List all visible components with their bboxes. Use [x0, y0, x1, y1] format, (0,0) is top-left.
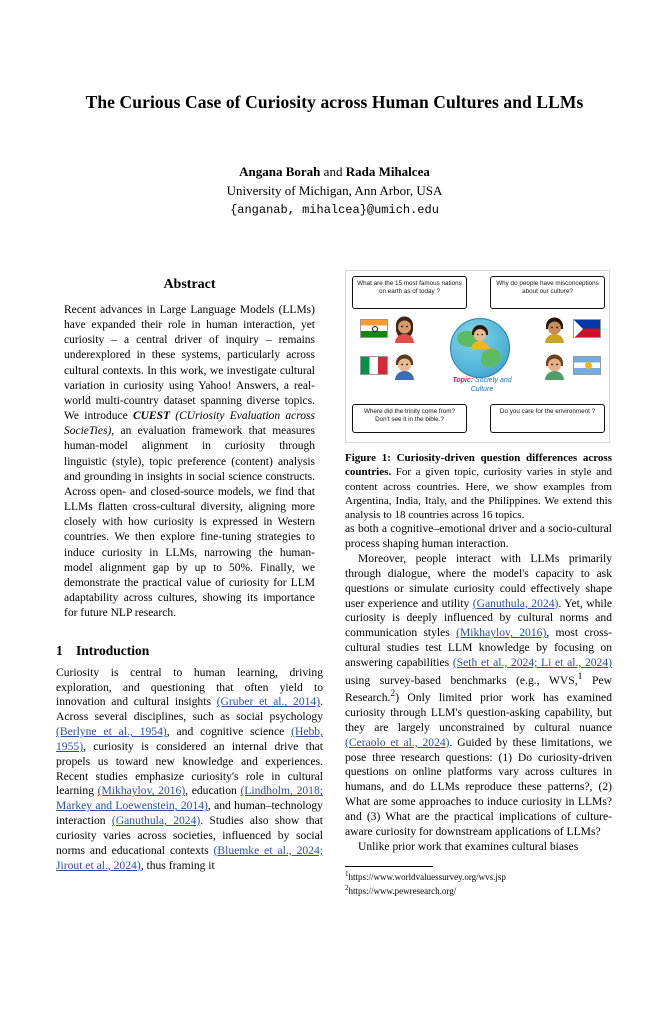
figure-caption-text: For a given topic, curiosity varies in style and content across countries. Here, we show examples from Argentina, India, Italy, and the Philippines. We extend this analysis to 18 countries across 16 topics.: [345, 466, 612, 522]
topic-label-key: Topic:: [452, 377, 474, 384]
rc-s3: , most cross-cultural studies test LLM knowledge by focusing on answering capabilities: [345, 626, 612, 669]
right-paragraph-1: [345, 552, 612, 839]
author-conjunction: and: [320, 164, 346, 179]
abstract-cuest-expansion: CUriosity Evaluation across SocieTies: [64, 410, 315, 438]
author-email: {anganab, mihalcea}@umich.edu: [230, 202, 439, 217]
flag-italy-icon: [360, 356, 388, 375]
right-column: [345, 266, 612, 897]
citation-mikhaylov[interactable]: (Mikhaylov, 2016): [97, 784, 186, 798]
abstract-text: [56, 303, 323, 622]
person-avatar-italy-icon: [392, 353, 417, 380]
footnote-marker-2[interactable]: 2: [390, 688, 396, 700]
flag-india-icon: [360, 319, 388, 338]
rc-s7: . Guided by these limitations, we pose three research questions: (1) Do curiosity-driven questions on online platforms vary across cultures in humans, and do LLMs reproduce these patterns?, (2) What are some approaches to induce curiosity in LLMs? and (3) What are the practical implications of culture-aware curiosity for downstream applications of LLMs?: [345, 735, 612, 838]
abstract-cuest-acronym: CUEST: [132, 410, 171, 423]
abstract-heading: Abstract: [163, 277, 216, 292]
intro-s1: Curiosity is central to human learning, driving exploration, and questioning that often yield to innovation and cultural insights: [56, 665, 323, 709]
footnote-2-sup: 2: [345, 883, 349, 892]
abstract-part-1: Recent advances in Large Language Models (LLMs) have expanded their role in human interaction, yet curiosity – a central driver of inquiry – remains underexplored in these systems, particularly across cultural contexts. In this work, we investigate cultural variation in curiosity using Yahoo! Answers, a real-world multi-country dataset spanning diverse topics. We introduce: [64, 303, 315, 423]
paper-content: [56, 0, 613, 1024]
figure-1: [345, 270, 610, 443]
person-avatar-india-icon: [392, 316, 417, 343]
question-bubble-bottom-left: Where did the trinity come from? Don't see it in the bible.?: [352, 404, 467, 433]
citation-ganuthula[interactable]: (Ganuthula, 2024): [111, 814, 201, 828]
rc-s5: Pew Research.: [345, 673, 612, 705]
citation-gruber[interactable]: (Gruber et al., 2014): [216, 695, 321, 709]
footnote-1-sup: 1: [345, 870, 349, 879]
rc-s1: Moreover, people interact with LLMs primarily through dialogue, where the model's capacity to ask questions or simulate curiosity could effectively shape user experience and utility: [345, 552, 612, 610]
child-avatar-icon: [469, 325, 491, 349]
author-1: Angana Borah: [239, 164, 321, 179]
footnote-2-text[interactable]: https://www.pewresearch.org/: [348, 885, 457, 896]
author-block: [56, 163, 613, 219]
citation-ceraolo[interactable]: (Ceraolo et al., 2024): [345, 735, 450, 749]
flag-argentina-icon: [573, 356, 601, 375]
rc-s4: using survey-based benchmarks (e.g., WVS,: [345, 673, 578, 687]
footnote-marker-1[interactable]: 1: [577, 670, 583, 682]
intro-s5: , education: [185, 784, 241, 798]
figure-caption-title: Curiosity-driven question differences across countries.: [345, 452, 612, 479]
citation-berlyne[interactable]: (Berlyne et al., 1954): [56, 725, 167, 739]
intro-s7: . Studies also show that curiosity varies across societies, influenced by social norms and educational contexts: [56, 814, 323, 857]
figure-caption-label: Figure 1:: [345, 452, 391, 464]
right-paragraph-2: Unlike prior work that examines cultural biases: [358, 839, 579, 853]
intro-paragraph-1: [56, 666, 323, 874]
flag-philippines-icon: [573, 319, 601, 338]
abstract-paren-close: ): [107, 425, 112, 438]
footnote-1-text[interactable]: https://www.worldvaluessurvey.org/wvs.jsp: [348, 872, 506, 883]
question-bubble-top-left: What are the 15 most famous nations on earth as of today ?: [352, 276, 467, 309]
page-title: The Curious Case of Curiosity across Human Cultures and LLMs: [85, 92, 584, 112]
citation-hebb[interactable]: (Hebb, 1955): [56, 725, 323, 753]
rc-s2: . Yet, while curiosity is deeply influenced by cultural norms and communication styles: [345, 596, 612, 640]
question-bubble-bottom-right: Do you care for the environment ?: [490, 404, 605, 433]
intro-s3: , and cognitive science: [166, 725, 292, 739]
rc-s6: ) Only limited prior work has examined curiosity through LLM's question-asking capability, but they are largely unconstrained by cultural nuance: [345, 691, 612, 734]
footnote-divider: [345, 866, 433, 867]
topic-label-value-1: Society and: [473, 377, 512, 384]
figure-1-caption: [345, 451, 612, 522]
globe-icon: [450, 318, 510, 378]
citation-bluemke-jirout[interactable]: (Bluemke et al., 2024; Jirout et al., 2024): [56, 843, 323, 872]
citation-lindholm-markey[interactable]: (Lindholm, 2018; Markey and Loewenstein, 2014): [56, 784, 323, 813]
right-paragraph-0: as both a cognitive–emotional driver and a socio-cultural process shaping human interaction.: [345, 522, 612, 551]
citation-mikhaylov-2[interactable]: (Mikhaylov, 2016): [456, 626, 547, 640]
intro-s8: , thus framing it: [140, 858, 215, 872]
citation-seth-li[interactable]: (Seth et al., 2024; Li et al., 2024): [452, 655, 612, 669]
abstract-part-2: , an evaluation framework that measures human-model alignment in curiosity through linguistic (style), topic preference (content) analysis and grounding in insights in social science constructs. Across open- and closed-source models, we find that LLMs flatten cross-cultural diversity, aligning more closely with how curiosity is expressed in Western countries. We then explore fine-tuning strategies to induce curiosity in LLMs, narrowing the human-model alignment gap by up to 50%. Finally, we demonstrate the practical value of curiosity for LLM adaptability across cultures, showing its importance for future NLP research.: [64, 425, 315, 620]
intro-s2: . Across several disciplines, such as social psychology: [56, 695, 323, 724]
citation-ganuthula-2[interactable]: (Ganuthula, 2024): [472, 596, 559, 610]
left-column: [56, 266, 323, 897]
intro-s4: , curiosity is considered an internal drive that propels us toward new knowledge and experiences. Recent studies emphasize curiosity's role in cultural learning: [56, 739, 323, 798]
question-bubble-top-right: Why do people have misconceptions about our culture?: [490, 276, 605, 309]
author-affiliation: University of Michigan, Ann Arbor, USA: [226, 182, 443, 198]
footnote-2: [345, 884, 612, 897]
intro-s6: , and human–technology interaction: [56, 799, 323, 828]
footnote-1: [345, 870, 612, 883]
figure-topic-label: [434, 377, 530, 395]
section-heading-introduction: [56, 642, 323, 659]
topic-label-value-2: Culture: [470, 385, 494, 393]
author-names: [56, 163, 613, 182]
person-avatar-philippines-icon: [542, 316, 567, 343]
two-column-body: [56, 266, 613, 897]
person-avatar-argentina-icon: [542, 353, 567, 380]
author-2: Rada Mihalcea: [345, 164, 430, 179]
section-title: Introduction: [76, 642, 150, 658]
section-number: 1: [56, 642, 63, 658]
abstract-paren-open: (: [170, 410, 180, 423]
